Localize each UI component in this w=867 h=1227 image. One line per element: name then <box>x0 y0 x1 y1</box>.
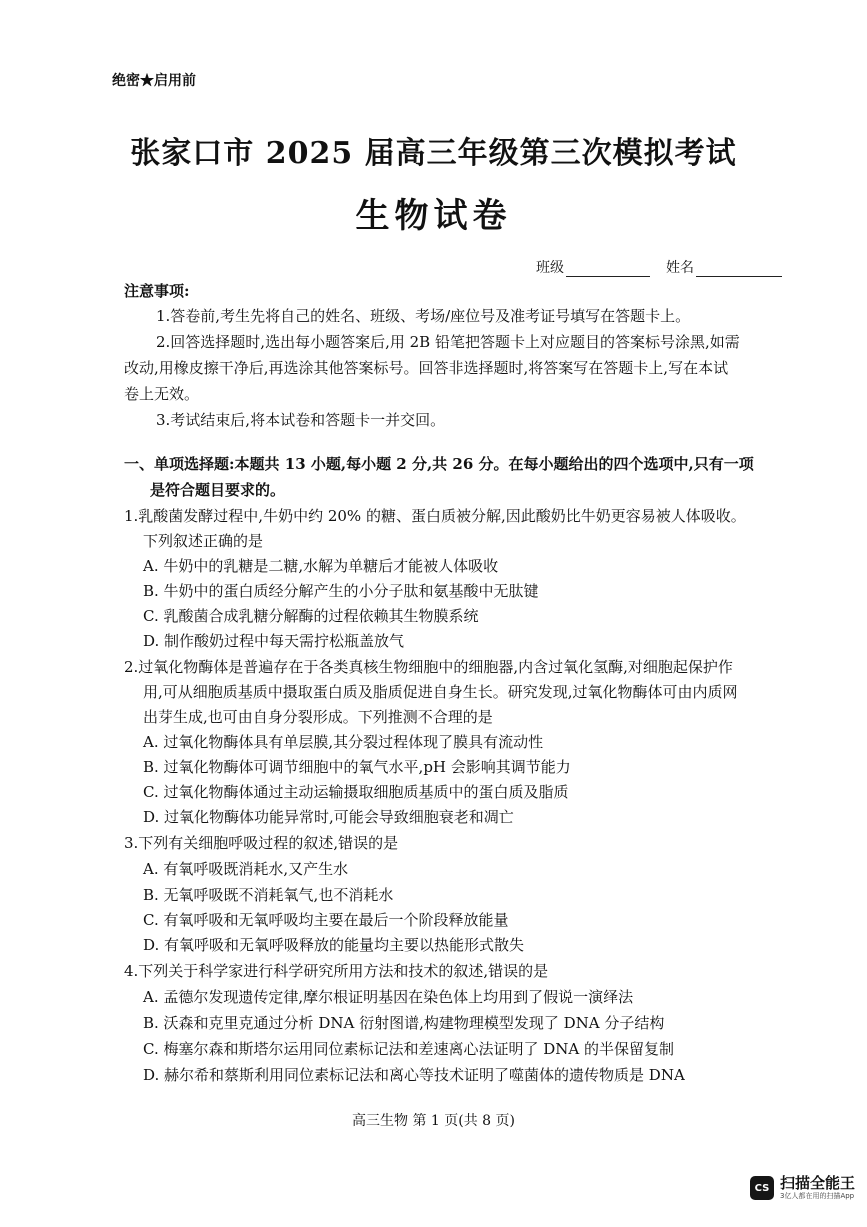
notice-line: 1.答卷前,考生先将自己的姓名、班级、考场/座位号及准考证号填写在答题卡上。 <box>156 307 691 325</box>
exam-title: 张家口市 2025 届高三年级第三次模拟考试 <box>130 136 737 171</box>
watermark-name: 扫描全能王 <box>779 1174 855 1192</box>
notice-line: 2.回答选择题时,选出每小题答案后,用 2B 铅笔把答题卡上对应题目的答案标号涂黑,如需 <box>156 333 740 351</box>
question-1-stem: 1.乳酸菌发酵过程中,牛奶中约 20% 的糖、蛋白质被分解,因此酸奶比牛奶更容易被人体吸收。 <box>124 507 746 525</box>
camscanner-logo-icon: CS <box>750 1176 774 1200</box>
name-blank <box>696 262 782 277</box>
watermark-tagline: 3亿人都在用的扫描App <box>779 1192 855 1200</box>
page-footer: 高三生物 第 1 页(共 8 页) <box>352 1113 515 1129</box>
question-3-option-d: D. 有氧呼吸和无氧呼吸释放的能量均主要以热能形式散失 <box>143 936 525 954</box>
question-2-stem: 2.过氧化物酶体是普遍存在于各类真核生物细胞中的细胞器,内含过氧化氢酶,对细胞起保护作 <box>124 658 733 676</box>
question-3-option-c: C. 有氧呼吸和无氧呼吸均主要在最后一个阶段释放能量 <box>143 911 509 929</box>
section-heading-cont: 是符合题目要求的。 <box>150 481 286 499</box>
question-2-option-b: B. 过氧化物酶体可调节细胞中的氧气水平,pH 会影响其调节能力 <box>143 758 571 776</box>
name-field <box>666 257 782 277</box>
question-4-option-c: C. 梅塞尔森和斯塔尔运用同位素标记法和差速离心法证明了 DNA 的半保留复制 <box>143 1040 675 1058</box>
question-4-option-b: B. 沃森和克里克通过分析 DNA 衍射图谱,构建物理模型发现了 DNA 分子结构 <box>143 1014 665 1032</box>
question-3-stem: 3.下列有关细胞呼吸过程的叙述,错误的是 <box>124 834 399 852</box>
question-4-option-a: A. 孟德尔发现遗传定律,摩尔根证明基因在染色体上均用到了假说一演绎法 <box>143 988 634 1006</box>
class-blank <box>566 262 650 277</box>
question-1-option-c: C. 乳酸菌合成乳糖分解酶的过程依赖其生物膜系统 <box>143 607 479 625</box>
notice-heading: 注意事项: <box>124 282 190 300</box>
class-field <box>536 257 650 277</box>
question-4-option-d: D. 赫尔希和蔡斯利用同位素标记法和离心等技术证明了噬菌体的遗传物质是 DNA <box>143 1066 685 1084</box>
question-2-option-c: C. 过氧化物酶体通过主动运输摄取细胞质基质中的蛋白质及脂质 <box>143 783 569 801</box>
scanner-watermark <box>750 1175 855 1201</box>
question-1-stem: 下列叙述正确的是 <box>143 532 264 550</box>
question-2-stem: 出芽生成,也可由自身分裂形成。下列推测不合理的是 <box>143 708 493 726</box>
section-heading: 一、单项选择题:本题共 13 小题,每小题 2 分,共 26 分。在每小题给出的四个选项中,只有一项 <box>124 455 754 473</box>
question-2-stem: 用,可从细胞质基质中摄取蛋白质及脂质促进自身生长。研究发现,过氧化物酶体可由内质网 <box>143 683 738 701</box>
notice-line: 改动,用橡皮擦干净后,再选涂其他答案标号。回答非选择题时,将答案写在答题卡上,写在本试 <box>124 359 729 377</box>
question-1-option-d: D. 制作酸奶过程中每天需拧松瓶盖放气 <box>143 632 405 650</box>
notice-line: 3.考试结束后,将本试卷和答题卡一并交回。 <box>156 411 446 429</box>
question-3-option-b: B. 无氧呼吸既不消耗氧气,也不消耗水 <box>143 886 394 904</box>
question-1-option-b: B. 牛奶中的蛋白质经分解产生的小分子肽和氨基酸中无肽键 <box>143 582 539 600</box>
exam-subtitle: 生物试卷 <box>355 196 512 236</box>
question-2-option-a: A. 过氧化物酶体具有单层膜,其分裂过程体现了膜具有流动性 <box>143 733 544 751</box>
class-label: 班级 <box>536 260 564 276</box>
question-1-option-a: A. 牛奶中的乳糖是二糖,水解为单糖后才能被人体吸收 <box>143 557 499 575</box>
question-2-option-d: D. 过氧化物酶体功能异常时,可能会导致细胞衰老和凋亡 <box>143 808 514 826</box>
name-label: 姓名 <box>666 260 694 276</box>
question-3-option-a: A. 有氧呼吸既消耗水,又产生水 <box>143 860 349 878</box>
notice-line: 卷上无效。 <box>124 385 200 403</box>
confidential-mark: 绝密★启用前 <box>112 73 196 89</box>
question-4-stem: 4.下列关于科学家进行科学研究所用方法和技术的叙述,错误的是 <box>124 962 549 980</box>
